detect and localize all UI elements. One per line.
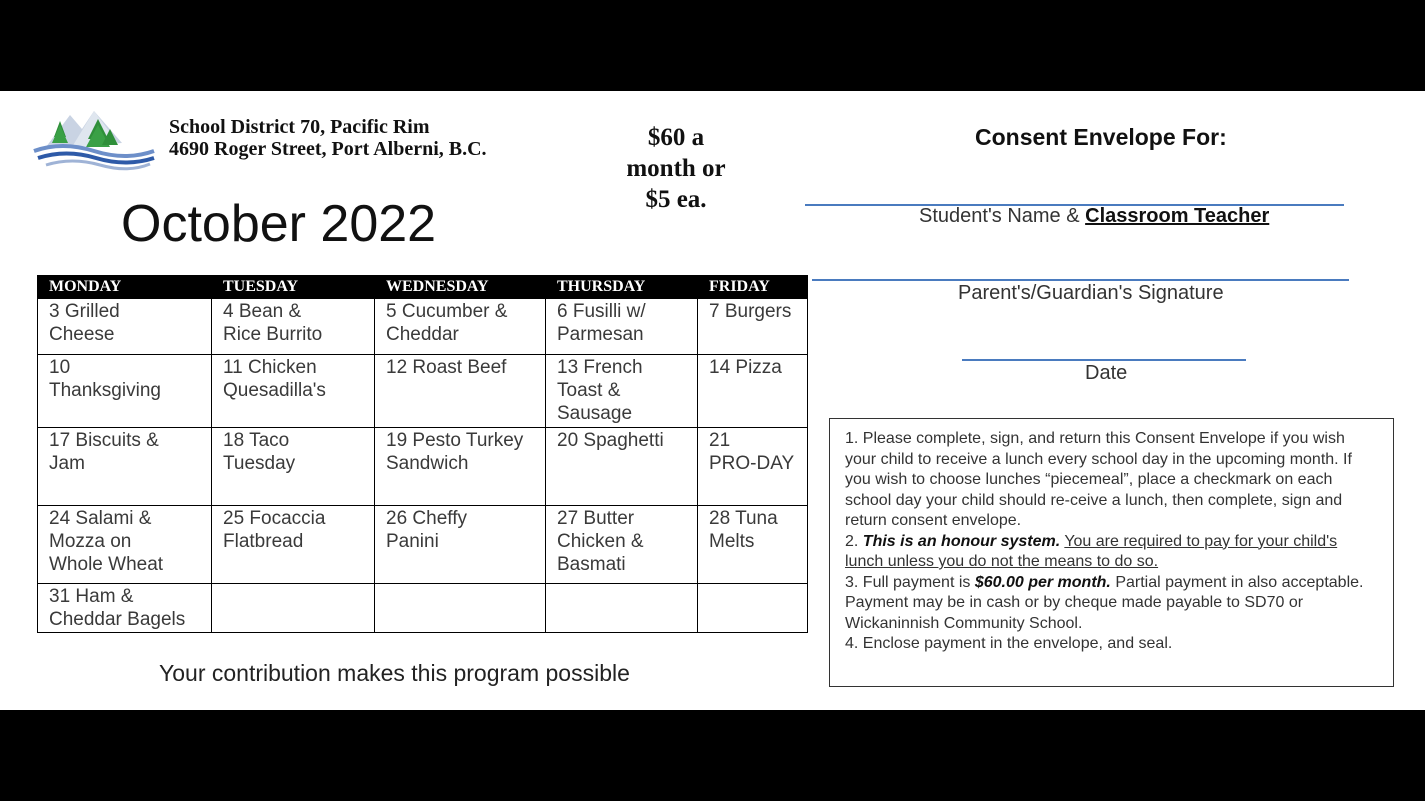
menu-item: 13 French Toast & Sausage: [557, 357, 643, 424]
calendar-week-row[interactable]: [38, 299, 808, 355]
day-header-wednesday: WEDNESDAY: [375, 276, 546, 299]
calendar-week-row[interactable]: [38, 584, 808, 633]
student-name-label: [919, 205, 1269, 228]
honour-system-text: This is an honour system.: [862, 532, 1061, 550]
menu-item: 18 Taco Tuesday: [223, 430, 296, 474]
menu-item: 20 Spaghetti: [557, 430, 664, 451]
menu-item: 27 Butter Chicken & Basmati: [557, 508, 644, 575]
day-header-monday: MONDAY: [38, 276, 212, 299]
menu-item: 26 Cheffy Panini: [386, 508, 467, 552]
calendar-day-cell[interactable]: [375, 299, 546, 355]
price-line: $60 a: [647, 124, 705, 151]
calendar-day-cell[interactable]: [375, 355, 546, 428]
price-info: [596, 122, 756, 215]
calendar-week-row[interactable]: [38, 506, 808, 584]
menu-item: 31 Ham & Cheddar Bagels: [49, 586, 186, 630]
date-field[interactable]: [962, 359, 1246, 361]
calendar-header-row: [38, 276, 808, 299]
menu-item: 14 Pizza: [709, 357, 782, 378]
instruction-item-2: [845, 532, 1379, 573]
calendar-day-cell[interactable]: [698, 428, 808, 506]
calendar-day-cell[interactable]: [546, 299, 698, 355]
calendar-empty-cell[interactable]: [698, 584, 808, 633]
calendar-week-row[interactable]: [38, 355, 808, 428]
calendar-day-cell[interactable]: [698, 355, 808, 428]
menu-item: 11 Chicken Quesadilla's: [223, 357, 326, 401]
contribution-footer: Your contribution makes this program possible: [159, 660, 630, 686]
menu-item: 3 Grilled Cheese: [49, 301, 120, 345]
menu-item: 4 Bean & Rice Burrito: [223, 301, 323, 345]
lunch-program-document: [0, 91, 1425, 710]
calendar-day-cell[interactable]: [698, 506, 808, 584]
instruction-text: Partial payment in also acceptable. Payment may be in cash or by cheque made payable to SD70 or Wickaninnish Community School.: [845, 573, 1364, 632]
instruction-item-1: 1. Please complete, sign, and return this Consent Envelope if you wish your child to receive a lunch every school day in the upcoming month. If you wish to choose lunches “piecemeal”, place a checkmark on each school day your child should re-ceive a lunch, then complete, sign and return consent envelope.: [845, 430, 1352, 529]
calendar-day-cell[interactable]: [698, 299, 808, 355]
instructions-box: [829, 418, 1394, 687]
calendar-day-cell[interactable]: [212, 299, 375, 355]
menu-item: 7 Burgers: [709, 301, 792, 322]
lunch-calendar: [37, 275, 808, 633]
district-address: 4690 Roger Street, Port Alberni, B.C.: [169, 138, 487, 160]
instruction-number: 2.: [845, 532, 863, 550]
consent-envelope-title: Consent Envelope For:: [975, 124, 1227, 150]
day-header-tuesday: TUESDAY: [212, 276, 375, 299]
calendar-empty-cell[interactable]: [375, 584, 546, 633]
calendar-day-cell[interactable]: [212, 355, 375, 428]
menu-item: 17 Biscuits & Jam: [49, 430, 159, 474]
student-label-prefix: Student's Name &: [919, 205, 1086, 227]
menu-item: 5 Cucumber & Cheddar: [386, 301, 508, 345]
district-header: [169, 116, 487, 160]
calendar-day-cell[interactable]: [38, 506, 212, 584]
price-line: $5 ea.: [645, 186, 707, 213]
district-logo-icon: [32, 107, 156, 173]
calendar-day-cell[interactable]: [38, 584, 212, 633]
price-line: month or: [626, 155, 726, 182]
parent-signature-label: Parent's/Guardian's Signature: [958, 282, 1224, 304]
menu-item: 10 Thanksgiving: [49, 357, 161, 401]
calendar-day-cell[interactable]: [546, 428, 698, 506]
calendar-day-cell[interactable]: [375, 506, 546, 584]
menu-item: 28 Tuna Melts: [709, 508, 778, 552]
calendar-day-cell[interactable]: [375, 428, 546, 506]
menu-item: 6 Fusilli w/ Parmesan: [557, 301, 646, 345]
calendar-week-row[interactable]: [38, 428, 808, 506]
instruction-item-4: 4. Enclose payment in the envelope, and seal.: [845, 635, 1173, 652]
menu-item: 19 Pesto Turkey Sandwich: [386, 430, 524, 474]
parent-signature-field[interactable]: [812, 279, 1349, 281]
day-header-friday: FRIDAY: [698, 276, 808, 299]
calendar-day-cell[interactable]: [546, 355, 698, 428]
instruction-item-3: [845, 573, 1379, 635]
calendar-day-cell[interactable]: [38, 299, 212, 355]
day-header-thursday: THURSDAY: [546, 276, 698, 299]
calendar-empty-cell[interactable]: [546, 584, 698, 633]
instruction-text: 3. Full payment is: [845, 573, 975, 591]
month-title: October 2022: [121, 195, 437, 253]
calendar-day-cell[interactable]: [38, 428, 212, 506]
calendar-day-cell[interactable]: [212, 428, 375, 506]
menu-item: 21 PRO-DAY: [709, 430, 795, 474]
district-name: School District 70, Pacific Rim: [169, 116, 430, 138]
calendar-day-cell[interactable]: [38, 355, 212, 428]
menu-item: 24 Salami & Mozza on Whole Wheat: [49, 508, 164, 575]
classroom-teacher-label: Classroom Teacher: [1085, 205, 1270, 227]
calendar-day-cell[interactable]: [212, 506, 375, 584]
menu-item: 12 Roast Beef: [386, 357, 507, 378]
payment-requirement-text: You are required to pay for your child's lunch unless you do not the means to do so.: [845, 532, 1338, 570]
monthly-price-text: $60.00 per month.: [974, 573, 1111, 591]
date-label: Date: [1085, 362, 1128, 384]
calendar-day-cell[interactable]: [546, 506, 698, 584]
calendar-empty-cell[interactable]: [212, 584, 375, 633]
menu-item: 25 Focaccia Flatbread: [223, 508, 326, 552]
